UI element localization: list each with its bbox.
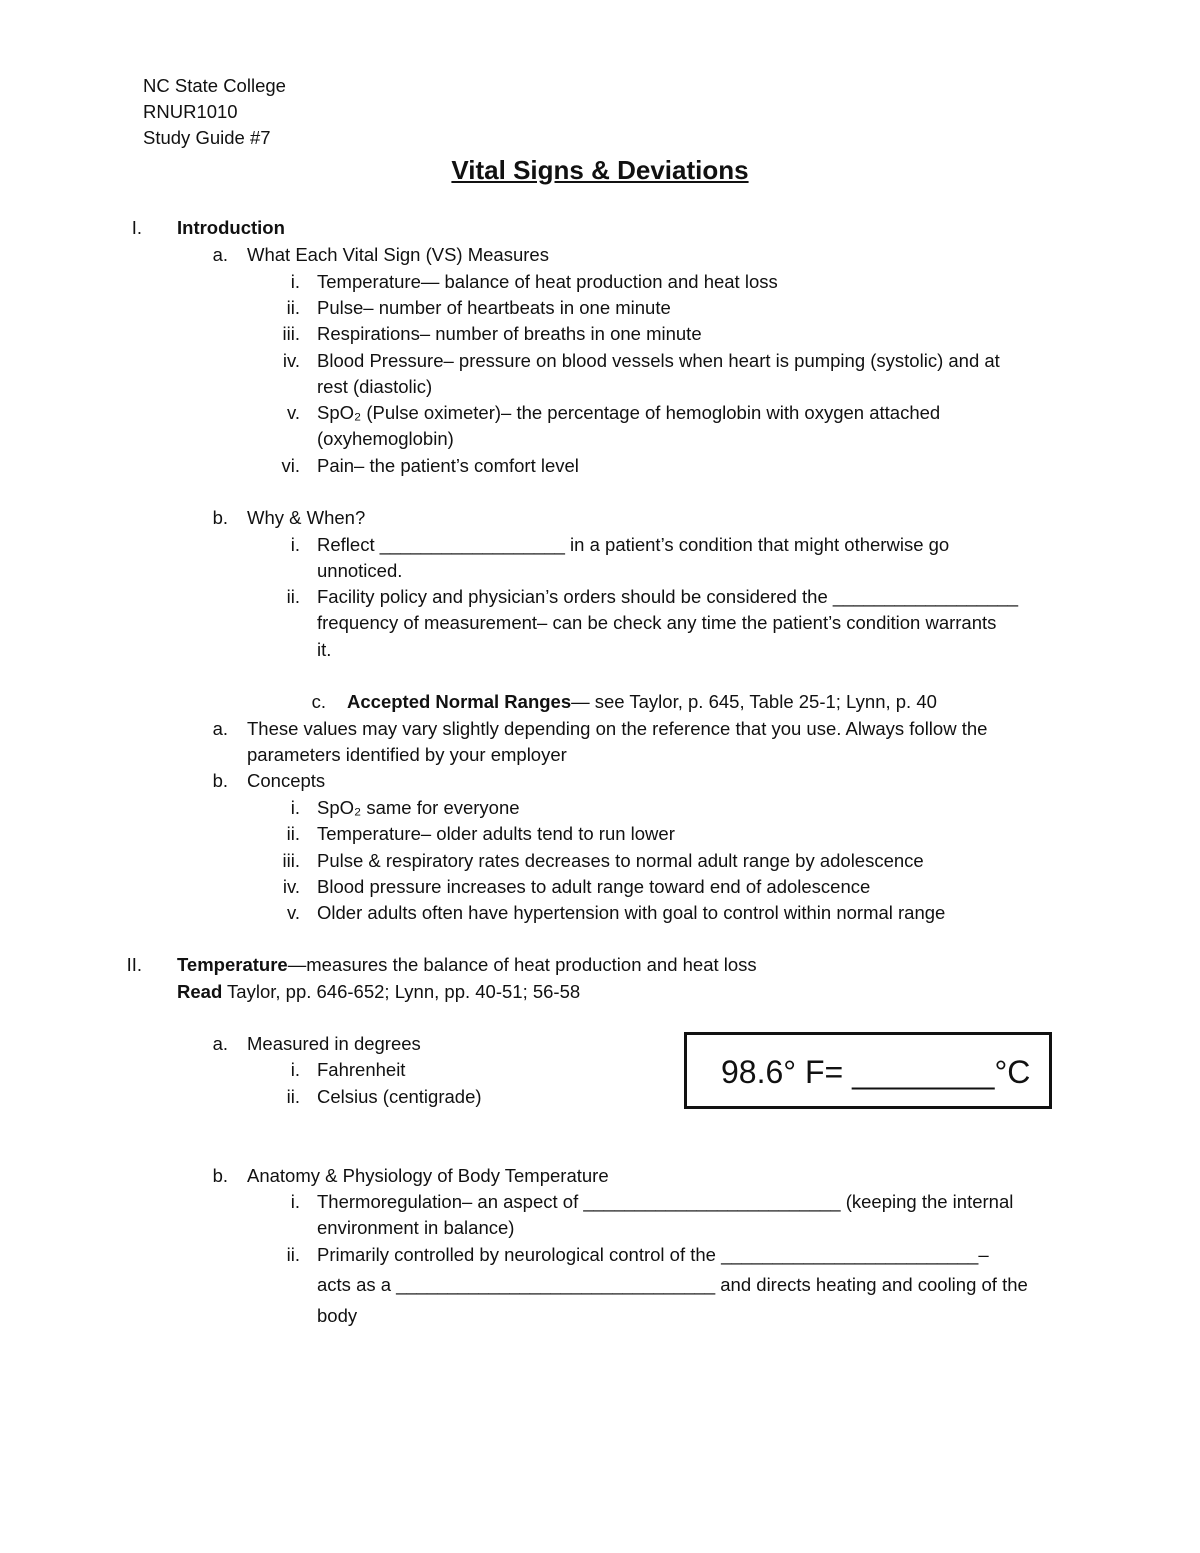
list-marker: a. (212, 1033, 228, 1054)
reading-label: Read (177, 981, 223, 1002)
list-item-continuation: parameters identified by your employer (247, 744, 567, 765)
reading-pages: Taylor, pp. 646-652; Lynn, pp. 40-51; 56-58 (222, 981, 581, 1002)
section-number: I. (131, 217, 142, 238)
list-marker: i. (290, 1191, 300, 1212)
list-marker: ii. (286, 1244, 300, 1265)
study-guide-number: Study Guide #7 (143, 127, 271, 148)
temperature-conversion-box (684, 1032, 1052, 1109)
list-marker: ii. (286, 1086, 300, 1107)
list-item: Pain– the patient’s comfort level (317, 455, 579, 476)
fill-in-blank-item: Facility policy and physician’s orders should be considered the __________________ (317, 586, 1019, 607)
list-item: Blood Pressure– pressure on blood vessels when heart is pumping (systolic) and at (317, 350, 1000, 371)
college-name: NC State College (143, 75, 286, 96)
list-marker: ii. (286, 586, 300, 607)
reading-assignment (177, 980, 580, 1004)
list-marker: b. (212, 1165, 228, 1186)
list-item: Pulse & respiratory rates decreases to normal adult range by adolescence (317, 850, 924, 871)
list-marker: iv. (282, 876, 300, 897)
list-item: Blood pressure increases to adult range toward end of adolescence (317, 876, 871, 897)
subsection-heading: Measured in degrees (247, 1033, 421, 1054)
list-item-continuation: (oxyhemoglobin) (317, 428, 454, 449)
list-item-continuation: it. (317, 639, 332, 660)
list-marker: i. (290, 271, 300, 292)
subsection-heading: Anatomy & Physiology of Body Temperature (247, 1165, 609, 1186)
section-number: II. (126, 954, 142, 975)
list-marker: iv. (282, 350, 300, 371)
list-item: Fahrenheit (317, 1059, 406, 1080)
list-item: Temperature– older adults tend to run lower (317, 823, 675, 844)
fill-in-blank-item: Thermoregulation– an aspect of _________________________ (keeping the internal (317, 1191, 1014, 1212)
normal-ranges-reference: — see Taylor, p. 645, Table 25-1; Lynn, p. 40 (571, 691, 937, 712)
page-title: Vital Signs & Deviations (451, 155, 749, 185)
list-item: Older adults often have hypertension with goal to control within normal range (317, 902, 946, 923)
list-marker: b. (212, 507, 228, 528)
list-item: Pulse– number of heartbeats in one minute (317, 297, 671, 318)
list-item-continuation: body (317, 1305, 358, 1326)
section-heading: Introduction (177, 217, 285, 238)
list-marker: iii. (282, 850, 300, 871)
course-code: RNUR1010 (143, 101, 238, 122)
temperature-conversion-text: 98.6° F= ________°C (721, 1054, 1031, 1090)
fill-in-blank-item: Primarily controlled by neurological control of the _________________________– (317, 1244, 989, 1265)
list-marker: ii. (286, 823, 300, 844)
list-item: These values may vary slightly depending on the reference that you use. Always follow the (247, 718, 988, 739)
list-marker: i. (290, 1059, 300, 1080)
list-marker: i. (290, 797, 300, 818)
list-item: Celsius (centigrade) (317, 1086, 482, 1107)
list-item-continuation: rest (diastolic) (317, 376, 433, 397)
section-heading: Temperature (177, 954, 288, 975)
list-item-continuation: frequency of measurement– can be check any time the patient’s condition warrants (317, 612, 997, 633)
list-item: Respirations– number of breaths in one minute (317, 323, 702, 344)
section-heading-description: —measures the balance of heat production and heat loss (287, 954, 757, 975)
list-item: SpO₂ (Pulse oximeter)– the percentage of hemoglobin with oxygen attached (317, 402, 941, 423)
list-item-continuation: unnoticed. (317, 560, 403, 581)
list-marker: c. (311, 691, 326, 712)
list-marker: a. (212, 244, 228, 265)
list-marker: vi. (281, 455, 300, 476)
list-marker: iii. (282, 323, 300, 344)
list-marker: v. (286, 902, 300, 923)
list-marker: i. (290, 534, 300, 555)
list-marker: ii. (286, 297, 300, 318)
list-marker: b. (212, 770, 228, 791)
normal-ranges-heading: Accepted Normal Ranges (347, 691, 572, 712)
subsection-heading: What Each Vital Sign (VS) Measures (247, 244, 549, 265)
section-heading-line (177, 953, 757, 977)
subsection-heading: Why & When? (247, 507, 366, 528)
fill-in-blank-item: Reflect __________________ in a patient’s condition that might otherwise go (317, 534, 950, 555)
list-item: Temperature— balance of heat production and heat loss (317, 271, 778, 292)
list-item-continuation: environment in balance) (317, 1217, 515, 1238)
normal-ranges-line (347, 690, 937, 714)
subsection-heading: Concepts (247, 770, 326, 791)
list-marker: a. (212, 718, 228, 739)
list-item: SpO₂ same for everyone (317, 797, 520, 818)
fill-in-blank-continuation: acts as a _______________________________ and directs heating and cooling of the (317, 1274, 1028, 1295)
list-marker: v. (286, 402, 300, 423)
